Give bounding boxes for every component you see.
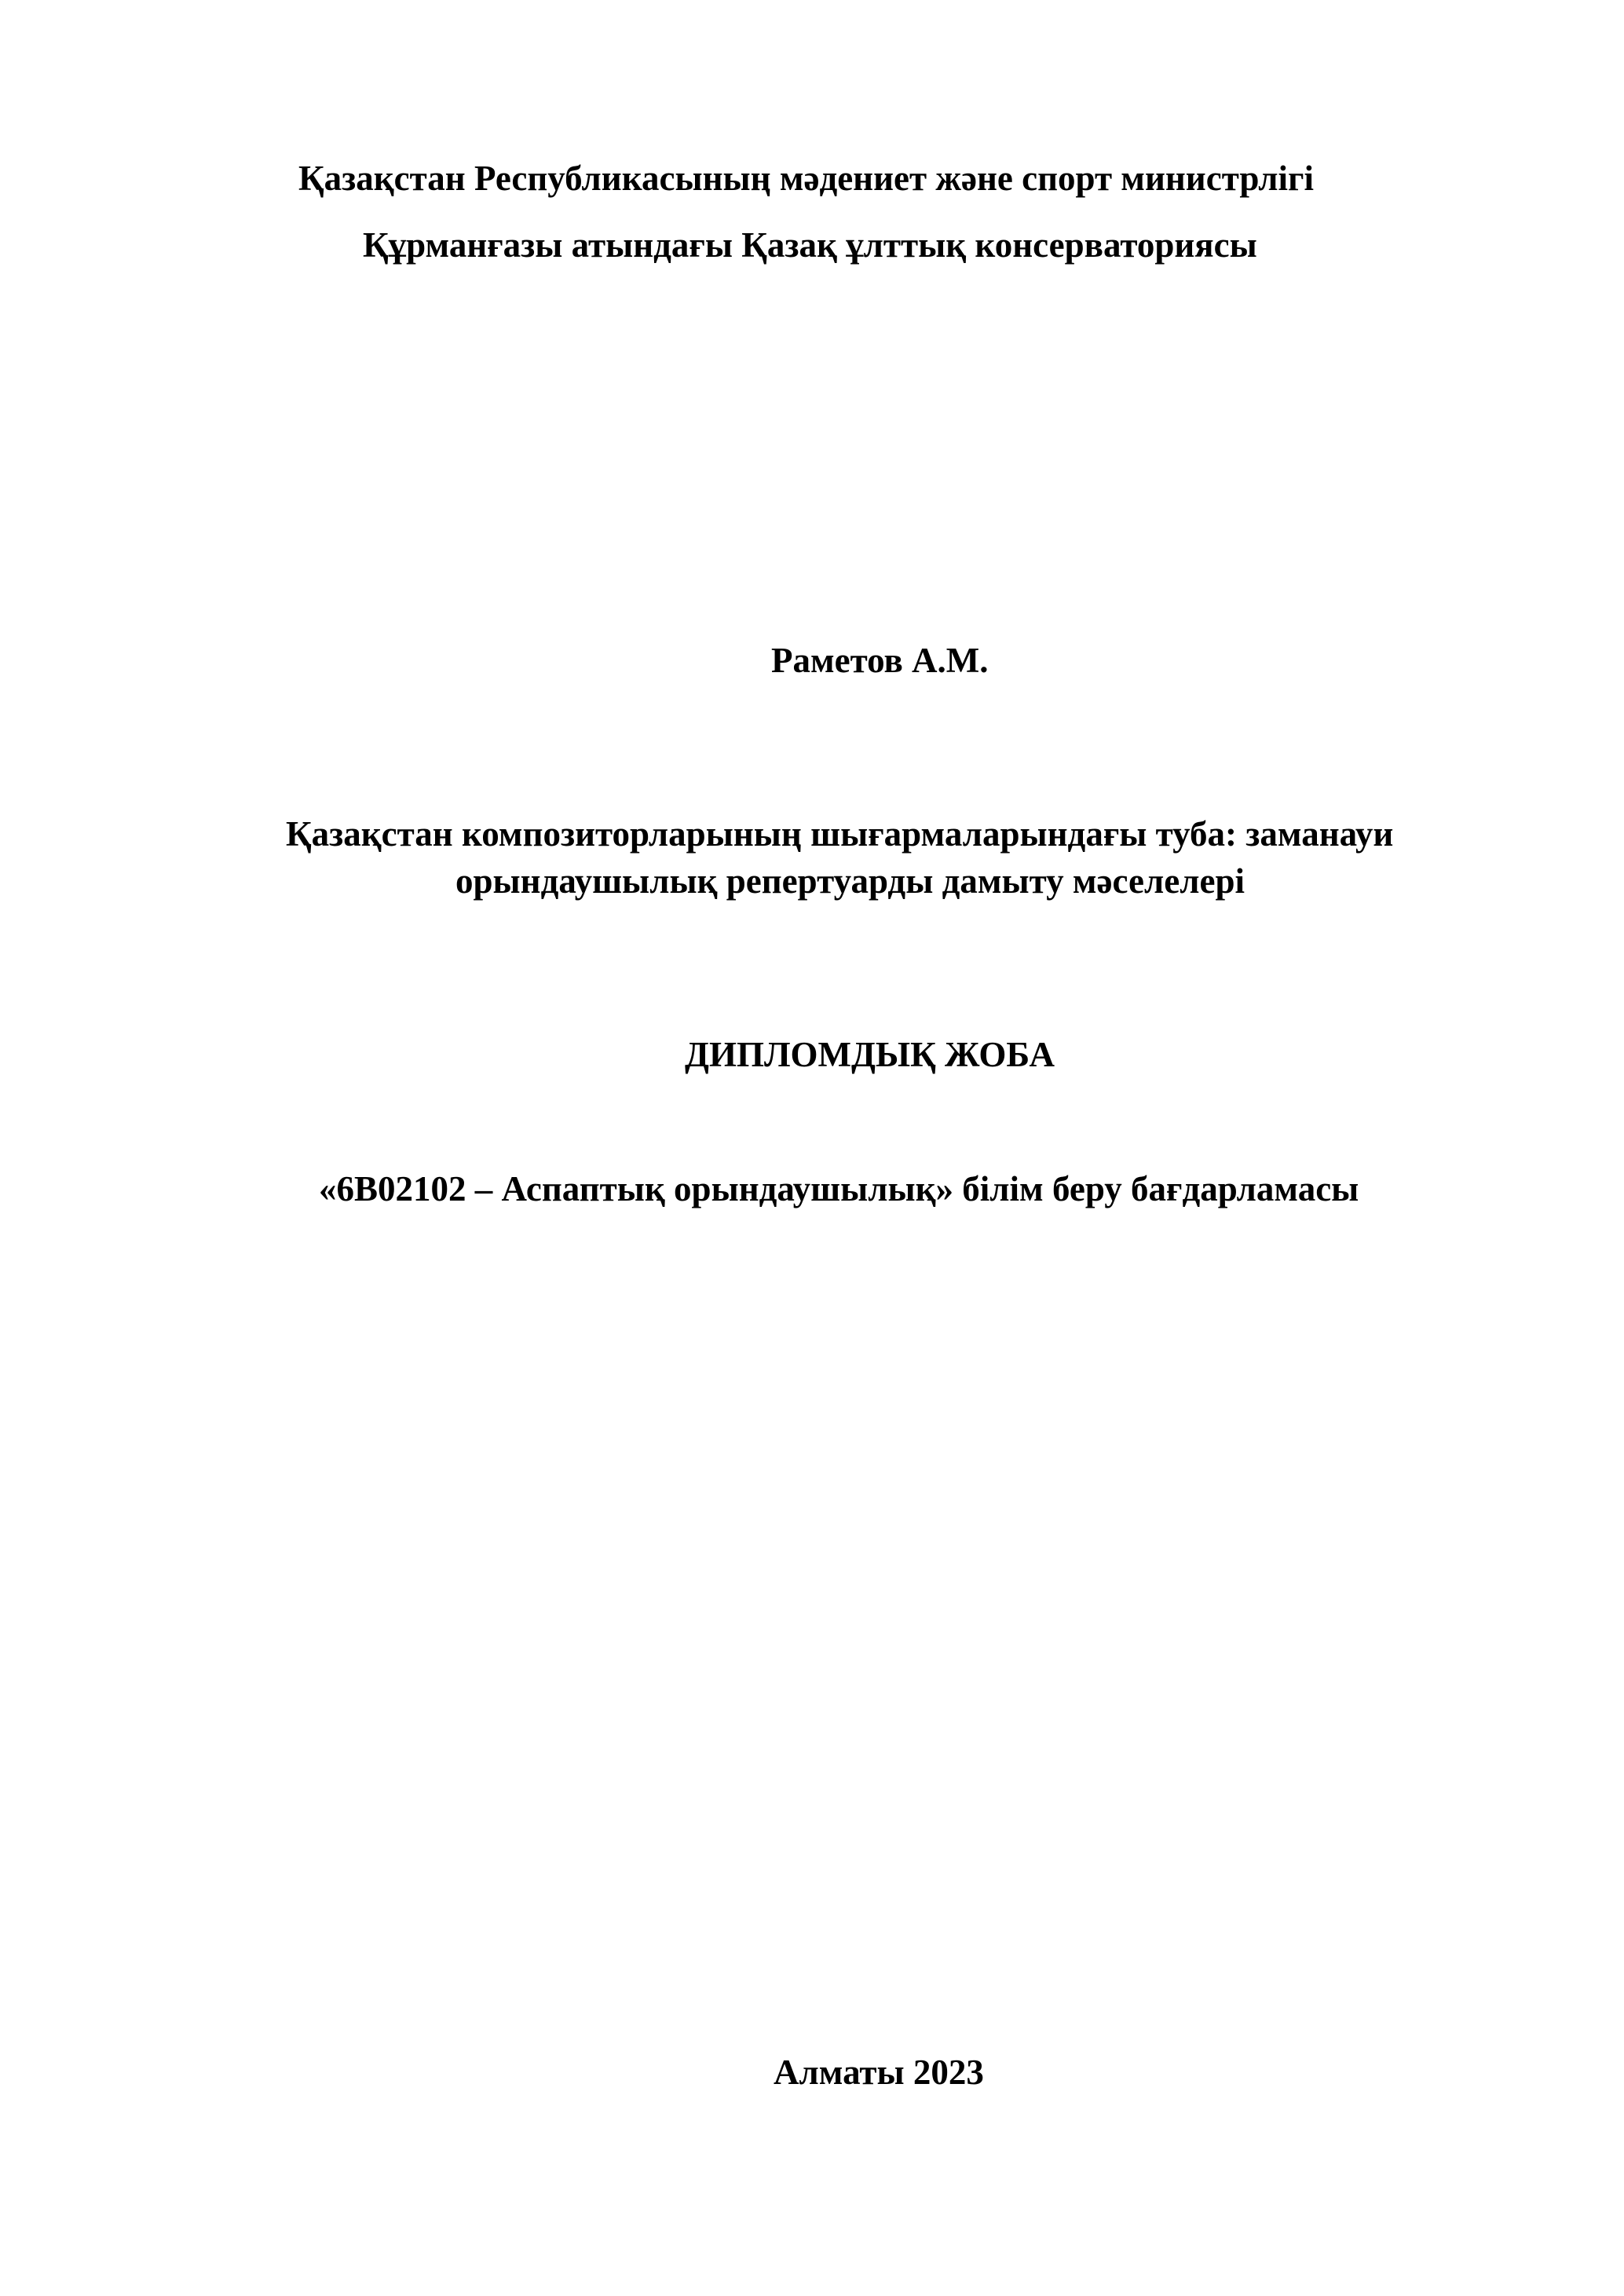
ministry-name: Қазақстан Республикасының мәдениет және спорт министрлігі bbox=[298, 159, 1314, 198]
city-year: Алматы 2023 bbox=[774, 2053, 984, 2092]
author-name: Раметов А.М. bbox=[771, 641, 989, 680]
education-program: «6В02102 – Аспаптық орындаушылық» білім беру бағдарламасы bbox=[319, 1169, 1359, 1208]
thesis-title-line-2: орындаушылық репертуарды дамыту мәселелері bbox=[455, 861, 1245, 901]
thesis-title-line-1: Қазақстан композиторларының шығармаларындағы туба: заманауи bbox=[286, 814, 1394, 854]
institution-name: Құрманғазы атындағы Қазақ ұлттық консерваториясы bbox=[363, 225, 1257, 265]
document-type: ДИПЛОМДЫҚ ЖОБА bbox=[685, 1035, 1055, 1074]
